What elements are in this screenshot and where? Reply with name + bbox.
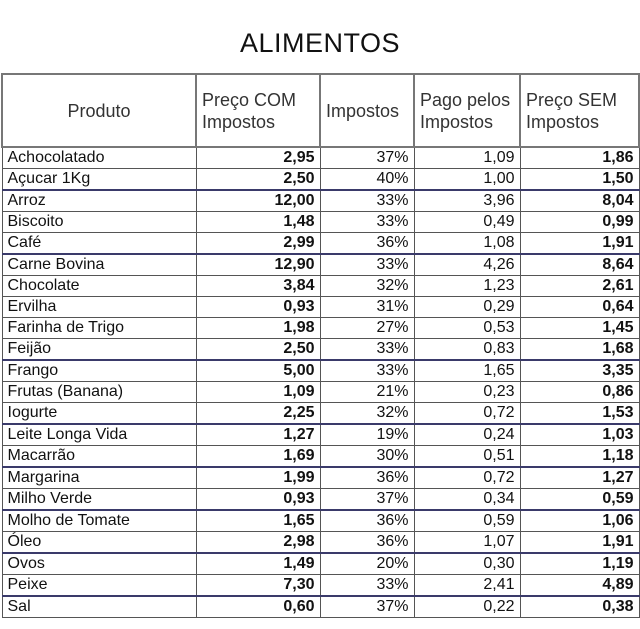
impostos-cell: 19% (320, 424, 414, 446)
preco-sem-cell: 0,64 (520, 297, 639, 318)
preco-com-cell: 12,90 (196, 254, 320, 276)
table-row (2, 532, 639, 554)
pago-cell: 2,41 (414, 575, 520, 597)
col-header-preco-com-impostos: Preço COM Impostos (196, 74, 320, 147)
produto-cell: Margarina (2, 467, 196, 489)
produto-cell: Farinha de Trigo (2, 318, 196, 339)
header-row (2, 74, 639, 147)
preco-sem-cell: 1,50 (520, 169, 639, 191)
table-row (2, 169, 639, 191)
table-row (2, 446, 639, 468)
impostos-cell: 20% (320, 553, 414, 575)
pago-cell: 0,51 (414, 446, 520, 468)
impostos-cell: 36% (320, 510, 414, 532)
produto-cell: Café (2, 233, 196, 255)
preco-com-cell: 1,98 (196, 318, 320, 339)
preco-sem-cell: 1,53 (520, 403, 639, 425)
preco-com-cell: 1,27 (196, 424, 320, 446)
table-row (2, 360, 639, 382)
table-row (2, 190, 639, 212)
preco-sem-cell: 8,04 (520, 190, 639, 212)
pago-cell: 0,59 (414, 510, 520, 532)
impostos-cell: 31% (320, 297, 414, 318)
table-row (2, 297, 639, 318)
impostos-cell: 33% (320, 575, 414, 597)
pago-cell: 0,24 (414, 424, 520, 446)
preco-com-cell: 1,09 (196, 382, 320, 403)
preco-com-cell: 5,00 (196, 360, 320, 382)
table-row (2, 510, 639, 532)
table-row (2, 424, 639, 446)
preco-sem-cell: 1,91 (520, 532, 639, 554)
table-row (2, 382, 639, 403)
preco-sem-cell: 0,38 (520, 596, 639, 618)
produto-cell: Macarrão (2, 446, 196, 468)
pago-cell: 0,30 (414, 553, 520, 575)
col-header-pago-pelos-impostos: Pago pelos Impostos (414, 74, 520, 147)
produto-cell: Feijão (2, 339, 196, 361)
impostos-cell: 33% (320, 254, 414, 276)
preco-sem-cell: 0,99 (520, 212, 639, 233)
produto-cell: Frutas (Banana) (2, 382, 196, 403)
col-header-preco-sem-impostos: Preço SEM Impostos (520, 74, 639, 147)
pago-cell: 0,83 (414, 339, 520, 361)
preco-com-cell: 1,48 (196, 212, 320, 233)
preco-com-cell: 2,99 (196, 233, 320, 255)
produto-cell: Ovos (2, 553, 196, 575)
pago-cell: 1,07 (414, 532, 520, 554)
preco-sem-cell: 1,68 (520, 339, 639, 361)
produto-cell: Açucar 1Kg (2, 169, 196, 191)
pago-cell: 1,09 (414, 147, 520, 169)
preco-sem-cell: 1,27 (520, 467, 639, 489)
pago-cell: 4,26 (414, 254, 520, 276)
preco-com-cell: 2,50 (196, 169, 320, 191)
impostos-cell: 37% (320, 489, 414, 511)
produto-cell: Óleo (2, 532, 196, 554)
pago-cell: 0,49 (414, 212, 520, 233)
produto-cell: Achocolatado (2, 147, 196, 169)
table-row (2, 339, 639, 361)
preco-sem-cell: 2,61 (520, 276, 639, 297)
pago-cell: 1,23 (414, 276, 520, 297)
preco-sem-cell: 3,35 (520, 360, 639, 382)
preco-com-cell: 1,65 (196, 510, 320, 532)
pago-cell: 0,23 (414, 382, 520, 403)
produto-cell: Carne Bovina (2, 254, 196, 276)
impostos-cell: 33% (320, 339, 414, 361)
preco-sem-cell: 1,03 (520, 424, 639, 446)
pago-cell: 0,53 (414, 318, 520, 339)
preco-com-cell: 12,00 (196, 190, 320, 212)
preco-sem-cell: 0,59 (520, 489, 639, 511)
preco-sem-cell: 0,86 (520, 382, 639, 403)
preco-com-cell: 0,93 (196, 489, 320, 511)
preco-com-cell: 2,50 (196, 339, 320, 361)
table-row (2, 596, 639, 618)
preco-sem-cell: 1,18 (520, 446, 639, 468)
impostos-cell: 36% (320, 532, 414, 554)
pago-cell: 1,65 (414, 360, 520, 382)
table-row (2, 553, 639, 575)
impostos-cell: 33% (320, 190, 414, 212)
preco-sem-cell: 1,91 (520, 233, 639, 255)
impostos-cell: 27% (320, 318, 414, 339)
preco-com-cell: 2,98 (196, 532, 320, 554)
preco-sem-cell: 1,06 (520, 510, 639, 532)
preco-sem-cell: 1,19 (520, 553, 639, 575)
preco-com-cell: 1,49 (196, 553, 320, 575)
table-row (2, 575, 639, 597)
preco-com-cell: 2,25 (196, 403, 320, 425)
produto-cell: Sal (2, 596, 196, 618)
table-row (2, 318, 639, 339)
preco-com-cell: 0,93 (196, 297, 320, 318)
produto-cell: Ervilha (2, 297, 196, 318)
preco-com-cell: 2,95 (196, 147, 320, 169)
table-row (2, 233, 639, 255)
impostos-cell: 37% (320, 147, 414, 169)
pago-cell: 0,22 (414, 596, 520, 618)
preco-com-cell: 1,99 (196, 467, 320, 489)
produto-cell: Biscoito (2, 212, 196, 233)
preco-com-cell: 1,69 (196, 446, 320, 468)
pago-cell: 1,08 (414, 233, 520, 255)
preco-com-cell: 3,84 (196, 276, 320, 297)
table-row (2, 276, 639, 297)
impostos-cell: 36% (320, 233, 414, 255)
table-row (2, 212, 639, 233)
produto-cell: Iogurte (2, 403, 196, 425)
col-header-produto: Produto (2, 74, 196, 147)
table-row (2, 467, 639, 489)
preco-sem-cell: 8,64 (520, 254, 639, 276)
impostos-cell: 33% (320, 360, 414, 382)
produto-cell: Leite Longa Vida (2, 424, 196, 446)
impostos-cell: 32% (320, 276, 414, 297)
table-row (2, 147, 639, 169)
impostos-cell: 21% (320, 382, 414, 403)
produto-cell: Milho Verde (2, 489, 196, 511)
produto-cell: Chocolate (2, 276, 196, 297)
pago-cell: 3,96 (414, 190, 520, 212)
preco-sem-cell: 4,89 (520, 575, 639, 597)
impostos-cell: 30% (320, 446, 414, 468)
preco-sem-cell: 1,45 (520, 318, 639, 339)
pago-cell: 0,29 (414, 297, 520, 318)
impostos-cell: 32% (320, 403, 414, 425)
pago-cell: 0,72 (414, 467, 520, 489)
impostos-cell: 33% (320, 212, 414, 233)
table-row (2, 254, 639, 276)
tax-table (1, 73, 640, 618)
page-title: ALIMENTOS (239, 28, 401, 58)
table-row (2, 489, 639, 511)
preco-sem-cell: 1,86 (520, 147, 639, 169)
preco-com-cell: 0,60 (196, 596, 320, 618)
produto-cell: Frango (2, 360, 196, 382)
produto-cell: Molho de Tomate (2, 510, 196, 532)
impostos-cell: 40% (320, 169, 414, 191)
pago-cell: 0,72 (414, 403, 520, 425)
table-row (2, 403, 639, 425)
impostos-cell: 37% (320, 596, 414, 618)
pago-cell: 1,00 (414, 169, 520, 191)
pago-cell: 0,34 (414, 489, 520, 511)
produto-cell: Peixe (2, 575, 196, 597)
impostos-cell: 36% (320, 467, 414, 489)
preco-com-cell: 7,30 (196, 575, 320, 597)
col-header-impostos: Impostos (320, 74, 414, 147)
produto-cell: Arroz (2, 190, 196, 212)
